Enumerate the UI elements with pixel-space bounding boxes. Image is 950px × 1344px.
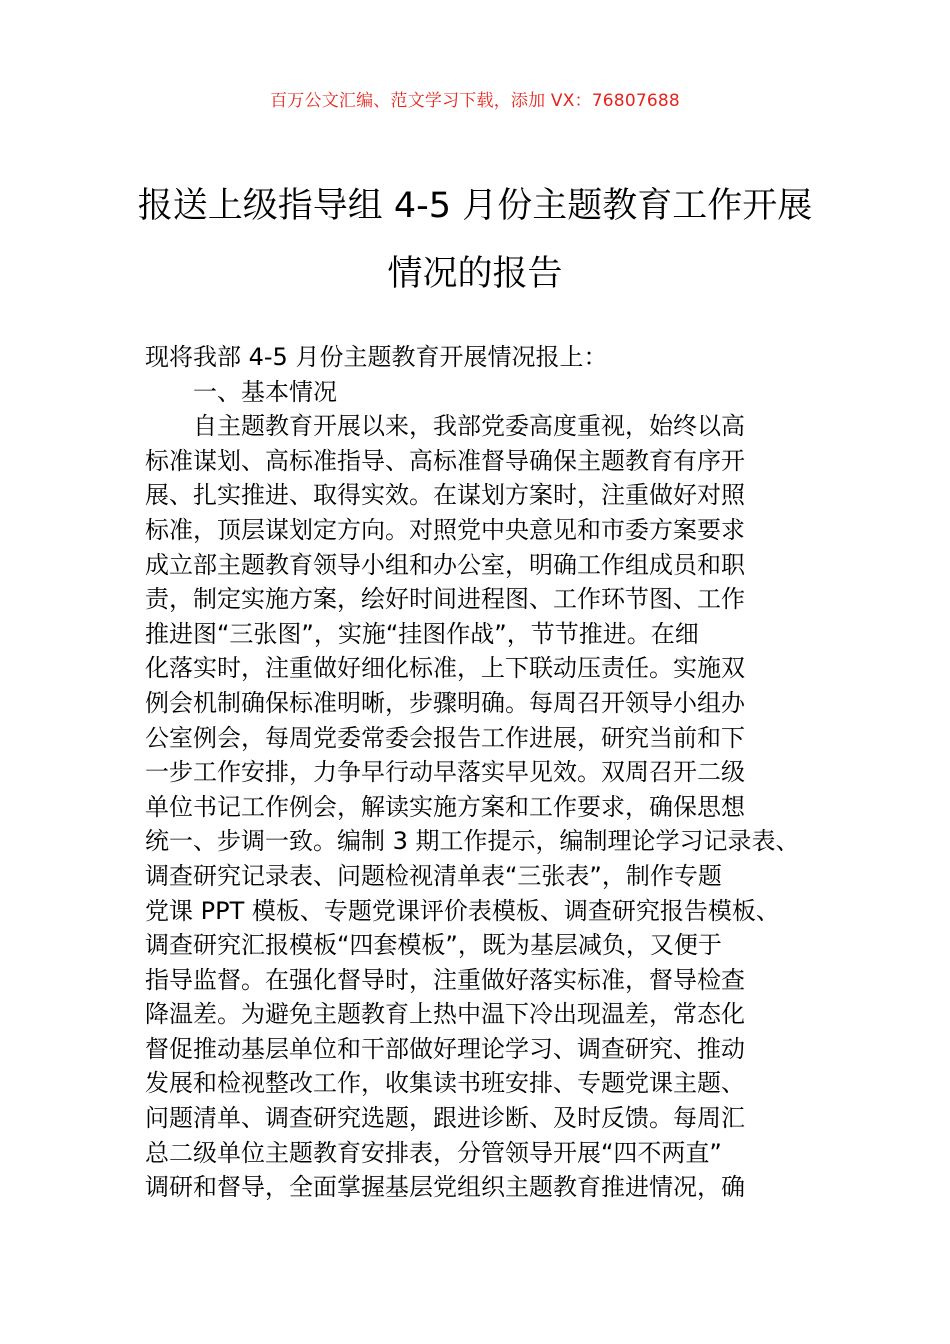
document-title bbox=[100, 172, 850, 308]
paragraph-line: 指导监督。在强化督导时，注重做好落实标准，督导检查 bbox=[145, 965, 745, 994]
paragraph-line: 自主题教育开展以来，我部党委高度重视，始终以高 bbox=[193, 412, 745, 441]
paragraph-line: 责，制定实施方案，绘好时间进程图、工作环节图、工作 bbox=[145, 585, 745, 614]
paragraph-line: 推进图“三张图”，实施“挂图作战”，节节推进。在细 bbox=[145, 619, 699, 648]
paragraph-line: 标准谋划、高标准指导、高标准督导确保主题教育有序开 bbox=[145, 446, 745, 475]
paragraph-line: 调查研究记录表、问题检视清单表“三张表”，制作专题 bbox=[145, 861, 722, 890]
paragraph-line: 公室例会，每周党委常委会报告工作进展，研究当前和下 bbox=[145, 723, 745, 752]
title-line: 情况的报告 bbox=[387, 254, 563, 294]
paragraph-line: 调研和督导，全面掌握基层党组织主题教育推进情况，确 bbox=[145, 1173, 745, 1202]
watermark-banner: 百万公文汇编、范文学习下载，添加 VX：76807688 bbox=[270, 91, 680, 111]
paragraph-line: 展、扎实推进、取得实效。在谋划方案时，注重做好对照 bbox=[145, 481, 745, 510]
intro-line: 现将我部 4-5 月份主题教育开展情况报上： bbox=[145, 343, 608, 371]
paragraph-line: 党课 PPT 模板、专题党课评价表模板、调查研究报告模板、 bbox=[145, 896, 780, 925]
paragraph-line: 一步工作安排，力争早行动早落实早见效。双周召开二级 bbox=[145, 758, 745, 787]
paragraph-line: 单位书记工作例会，解读实施方案和工作要求，确保思想 bbox=[145, 792, 745, 821]
paragraph-line: 例会机制确保标准明晰，步骤明确。每周召开领导小组办 bbox=[145, 688, 745, 717]
paragraph-line: 降温差。为避免主题教育上热中温下冷出现温差，常态化 bbox=[145, 1000, 745, 1029]
paragraph-line: 督促推动基层单位和干部做好理论学习、调查研究、推动 bbox=[145, 1034, 745, 1063]
paragraph-line: 调查研究汇报模板“四套模板”，既为基层减负，又便于 bbox=[145, 931, 722, 960]
title-line: 报送上级指导组 4-5 月份主题教育工作开展 bbox=[137, 186, 813, 226]
paragraph-line: 问题清单、调查研究选题，跟进诊断、及时反馈。每周汇 bbox=[145, 1104, 745, 1133]
paragraph-line: 标准，顶层谋划定方向。对照党中央意见和市委方案要求 bbox=[145, 515, 745, 544]
paragraph-line: 化落实时，注重做好细化标准，上下联动压责任。实施双 bbox=[145, 654, 745, 683]
paragraph-line: 发展和检视整改工作，收集读书班安排、专题党课主题、 bbox=[145, 1069, 745, 1098]
section-heading: 一、基本情况 bbox=[193, 377, 337, 406]
document-body bbox=[145, 340, 815, 1205]
paragraph-line: 成立部主题教育领导小组和办公室，明确工作组成员和职 bbox=[145, 550, 745, 579]
paragraph-line: 统一、步调一致。编制 3 期工作提示，编制理论学习记录表、 bbox=[145, 827, 800, 856]
paragraph-line: 总二级单位主题教育安排表，分管领导开展“四不两直” bbox=[145, 1138, 722, 1167]
